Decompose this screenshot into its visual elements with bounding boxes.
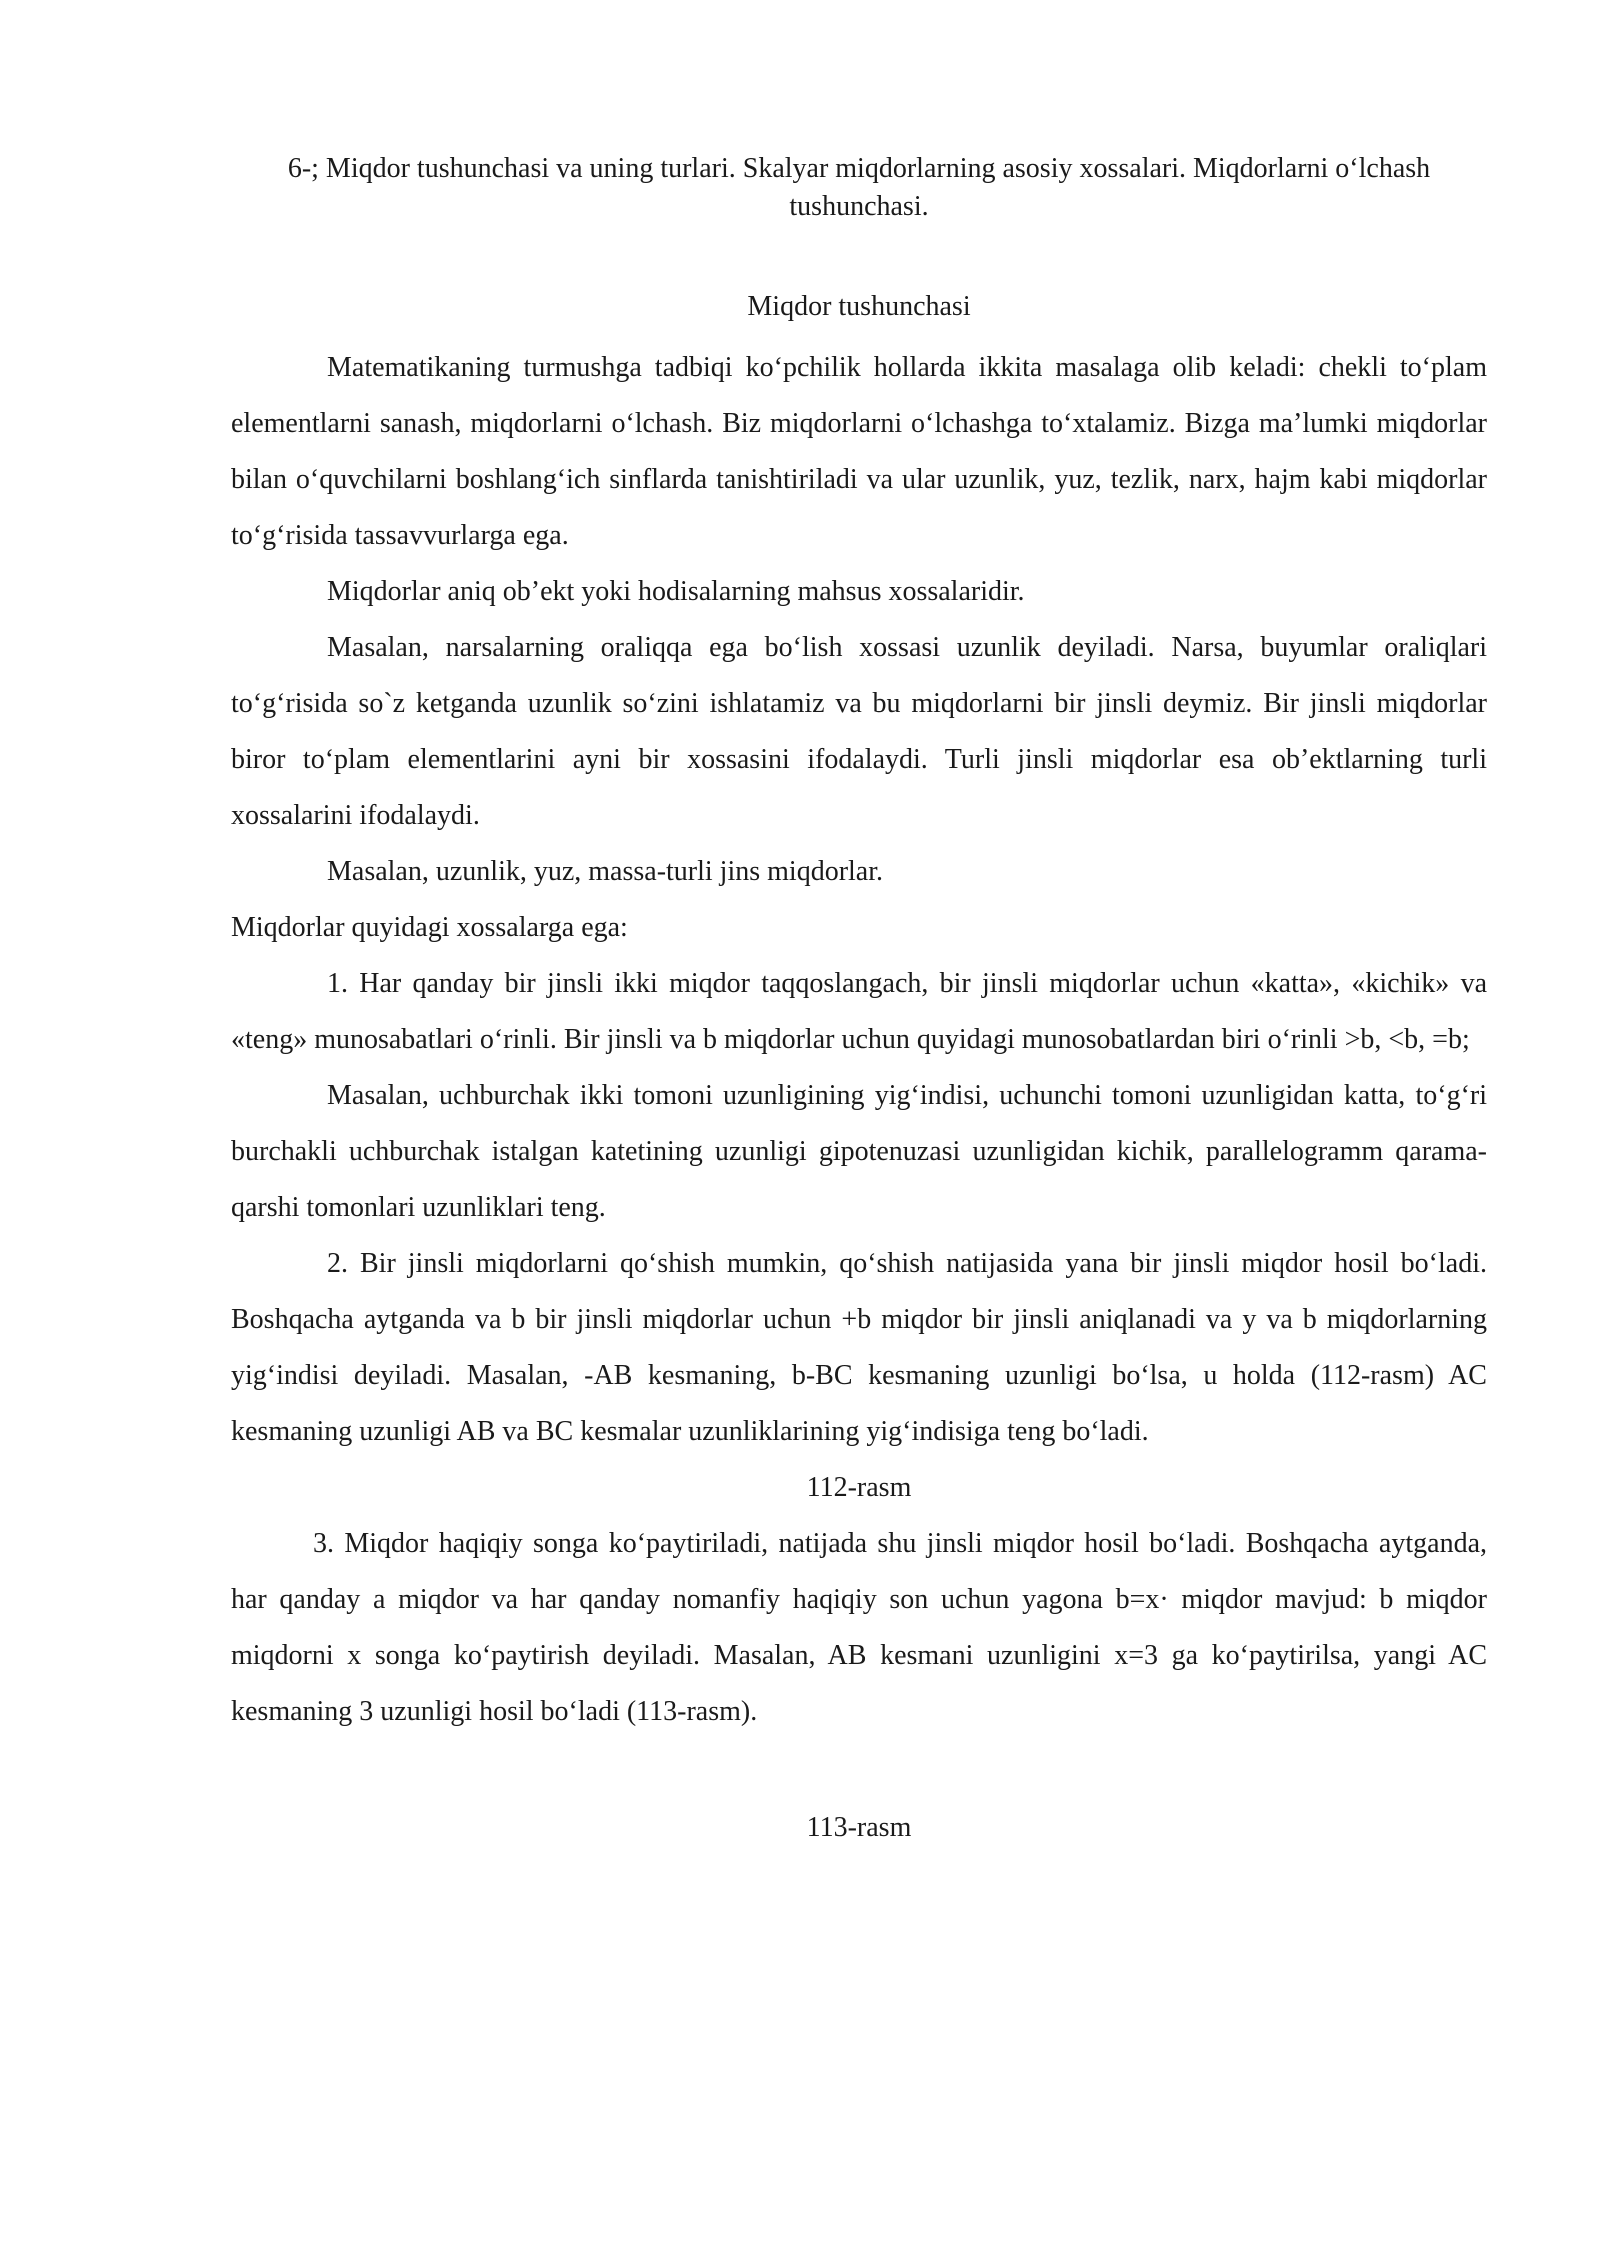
paragraph: Miqdorlar aniq ob’ekt yoki hodisalarning mahsus xossalaridir. [327, 576, 1025, 607]
list-item-property-2: 2. Bir jinsli miqdorlarni qo‘shish mumkin, qo‘shish natijasida yana bir jinsli miqdor hosil bo‘ladi. Boshqacha aytganda va b bir jinsli miqdorlar uchun +b miqdor bir jinsli aniqlanadi va y va b miqdorlarning yig‘indisi deyiladi. Masalan, -AB kesmaning, b-BC kesmaning uzunligi bo‘lsa, u holda (112-rasm) AC kesmaning uzunligi AB va BC kesmalar uzunliklarining yig‘indisiga teng bo‘ladi. [231, 1248, 1487, 1447]
paragraph: Masalan, uchburchak ikki tomoni uzunligining yig‘indisi, uchunchi tomoni uzunligidan katta, to‘g‘ri burchakli uchburchak istalgan katetining uzunligi gipotenuzasi uzunligidan kichik, parallelogramm qarama-qarshi tomonlari uzunliklari teng. [231, 1080, 1487, 1223]
paragraph: Masalan, narsalarning oraliqqa ega bo‘lish xossasi uzunlik deyiladi. Narsa, buyumlar oraliqlari to‘g‘risida so`z ketganda uzunlik so‘zini ishlatamiz va bu miqdorlarni bir jinsli deymiz. Bir jinsli miqdorlar biror to‘plam elementlarini ayni bir xossasini ifodalaydi. Turli jinsli miqdorlar esa ob’ektlarning turli xossalarini ifodalaydi. [231, 632, 1487, 831]
figure-caption-112: 112-rasm [806, 1472, 912, 1503]
list-item-property-1: 1. Har qanday bir jinsli ikki miqdor taqqoslangach, bir jinsli miqdorlar uchun «katta», «kichik» va «teng» munosabatlari o‘rinli. Bir jinsli va b miqdorlar uchun quyidagi munosobatlardan biri o‘rinli >b, <b, =b; [231, 968, 1487, 1055]
document-page [231, 150, 1487, 1856]
paragraph: Miqdorlar quyidagi xossalarga ega: [231, 912, 628, 943]
paragraph: Matematikaning turmushga tadbiqi ko‘pchilik hollarda ikkita masalaga olib keladi: chekli to‘plam elementlarni sanash, miqdorlarni o‘lchash. Biz miqdorlarni o‘lchashga to‘xtalamiz. Bizga ma’lumki miqdorlar bilan o‘quvchilarni boshlang‘ich sinflarda tanishtiriladi va ular uzunlik, yuz, tezlik, narx, hajm kabi miqdorlar to‘g‘risida tassavvurlarga ega. [231, 352, 1487, 551]
paragraph: Masalan, uzunlik, yuz, massa-turli jins miqdorlar. [327, 856, 884, 887]
list-item-property-3: 3. Miqdor haqiqiy songa ko‘paytiriladi, natijada shu jinsli miqdor hosil bo‘ladi. Boshqacha aytganda, har qanday a miqdor va har qanday nomanfiy haqiqiy son uchun yagona b=x· miqdor mavjud: b miqdor miqdorni x songa ko‘paytirish deyiladi. Masalan, AB kesmani uzunligini x=3 ga ko‘paytirilsa, yangi AC kesmaning 3 uzunligi hosil bo‘ladi (113-rasm). [231, 1528, 1487, 1727]
figure-caption-113: 113-rasm [806, 1812, 912, 1843]
document-title: 6-; Miqdor tushunchasi va uning turlari. Skalyar miqdorlarning asosiy xossalari. Miqdorlarni o‘lchash tushunchasi. [287, 153, 1431, 222]
section-heading: Miqdor tushunchasi [747, 291, 971, 322]
